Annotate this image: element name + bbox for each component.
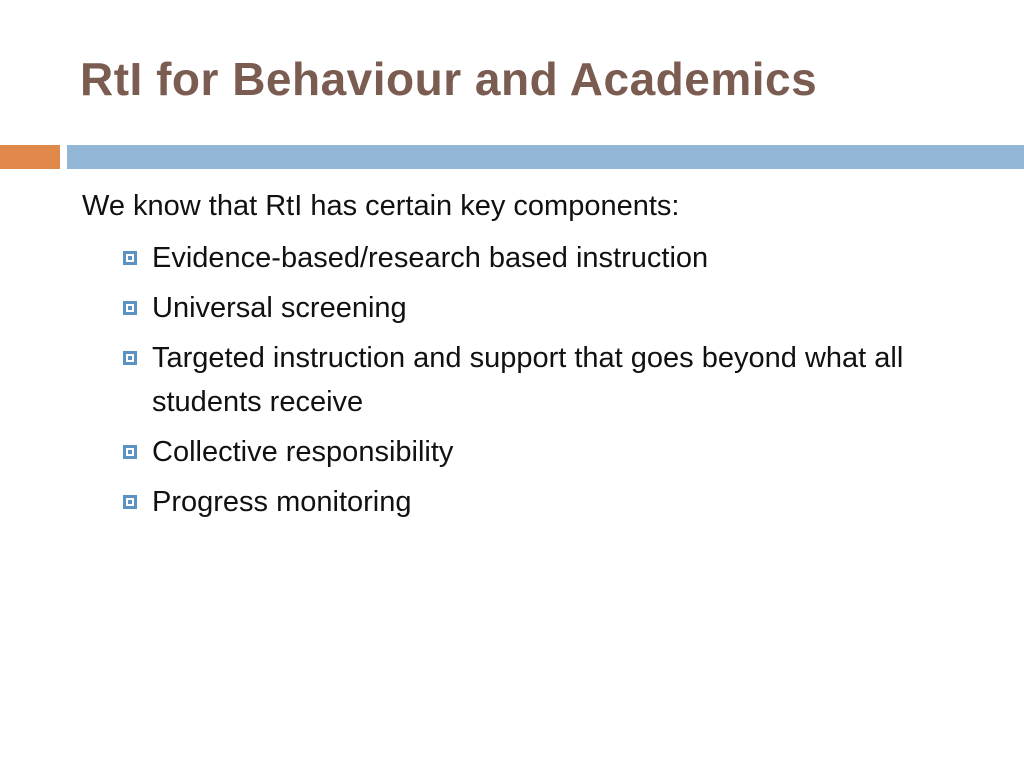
slide-title: RtI for Behaviour and Academics (80, 53, 818, 105)
bullet-text: Evidence-based/research based instruction (152, 242, 709, 274)
bullet-list (82, 236, 982, 524)
bullet-text: Progress monitoring (152, 486, 412, 518)
title-divider-bar (67, 145, 1024, 169)
list-item (82, 236, 982, 280)
bullet-text: Universal screening (152, 292, 407, 324)
square-bullet-icon (123, 351, 137, 365)
square-bullet-icon (123, 495, 137, 509)
list-item (82, 430, 982, 474)
bullet-text: Targeted instruction and support that goes beyond what all students receive (152, 342, 904, 418)
square-bullet-icon (123, 445, 137, 459)
bullet-text: Collective responsibility (152, 436, 454, 468)
square-bullet-icon (123, 251, 137, 265)
list-item (82, 286, 982, 330)
list-item (82, 480, 982, 524)
intro-text: We know that RtI has certain key components: (82, 190, 680, 222)
title-accent-bar (0, 145, 60, 169)
list-item (82, 336, 982, 424)
slide-body (82, 186, 982, 530)
square-bullet-icon (123, 301, 137, 315)
